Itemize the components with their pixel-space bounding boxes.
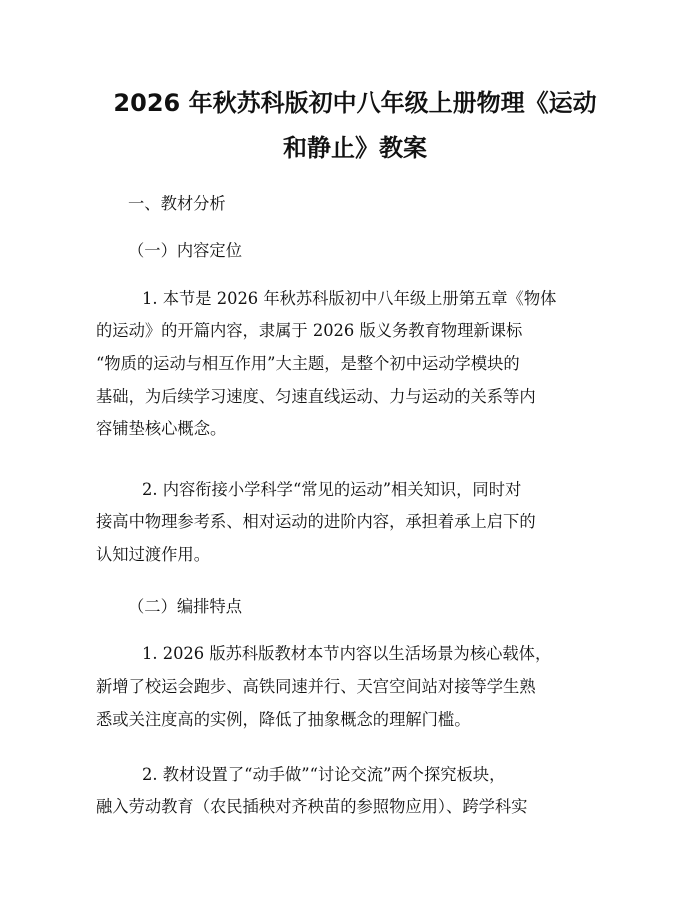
paragraph-line: 悉或关注度高的实例，降低了抽象概念的理解门槛。: [96, 710, 471, 729]
paragraph-line: 认知过渡作用。: [96, 545, 210, 564]
paragraph-line: 容铺垫核心概念。: [96, 419, 227, 438]
document-title-line-2: 和静止》教案: [283, 134, 427, 162]
paragraph-line: 新增了校运会跑步、高铁同速并行、天宫空间站对接等学生熟: [96, 677, 536, 696]
paragraph-line: 2. 教材设置了“动手做”“讨论交流”两个探究板块，: [142, 765, 506, 784]
paragraph-line: 1. 2026 版苏科版教材本节内容以生活场景为核心载体，: [142, 644, 552, 663]
paragraph-line: 融入劳动教育（农民插秧对齐秧苗的参照物应用）、跨学科实: [96, 797, 528, 816]
subsection-heading: （一）内容定位: [128, 241, 242, 260]
paragraph-line: 2. 内容衔接小学科学“常见的运动”相关知识，同时对: [142, 480, 522, 499]
paragraph-line: 的运动》的开篇内容，隶属于 2026 版义务教育物理新课标: [96, 321, 523, 340]
paragraph-line: 1. 本节是 2026 年秋苏科版初中八年级上册第五章《物体: [142, 289, 557, 308]
paragraph-line: “物质的运动与相互作用”大主题，是整个初中运动学模块的: [96, 354, 520, 373]
subsection-heading: （二）编排特点: [128, 597, 242, 616]
paragraph-line: 基础，为后续学习速度、匀速直线运动、力与运动的关系等内: [96, 387, 536, 406]
section-heading: 一、教材分析: [128, 194, 226, 213]
paragraph-line: 接高中物理参考系、相对运动的进阶内容，承担着承上启下的: [96, 512, 536, 531]
document-title-line-1: 2026 年秋苏科版初中八年级上册物理《运动: [113, 89, 597, 117]
